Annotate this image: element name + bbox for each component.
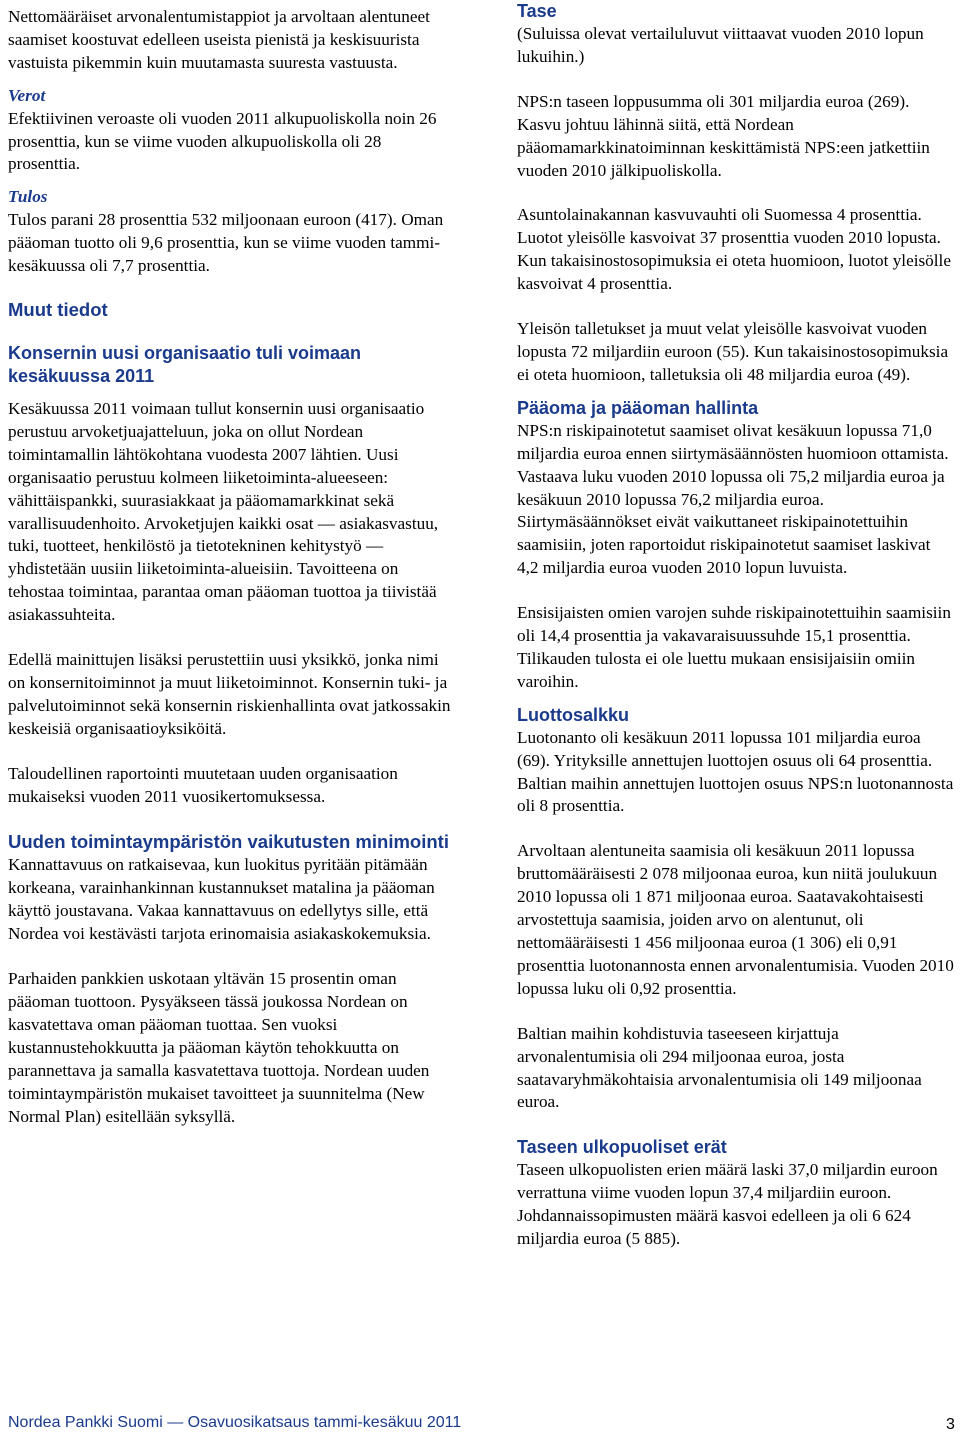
paragraph: Kannattavuus on ratkaisevaa, kun luokitus pyritään pitämään korkeana, varainhankinnan kustannukset matalina ja pääoman käyttö joustavana. Vakaa kannattavuus on edellytys sille, että Nordea voi kestävästi tarjota erinomaisia asiakaskokemuksia. <box>8 855 435 944</box>
tase-heading: Tase <box>517 1 557 21</box>
off-balance-heading: Taseen ulkopuoliset erät <box>517 1137 727 1158</box>
paragraph: Parhaiden pankkien uskotaan yltävän 15 prosentin oman pääoman tuottoon. Pysyäkseen tässä joukossa Nordean on kasvatettava oman pääoman tuottaa. Sen vuoksi kustannustehokkuutta ja pääoman käytön tehokkuutta on parannettava ja samalla kasvatettava tuottoja. Nordean uuden toimintaympäristön mukaiset tavoitteet ja suunnitelma (New Normal Plan) esitellään syksyllä. <box>8 969 430 1126</box>
organisation-heading: Konsernin uusi organisaatio tuli voimaan kesäkuussa 2011 <box>8 342 362 386</box>
verot-heading: Verot <box>8 85 46 105</box>
muut-tiedot-heading: Muut tiedot <box>8 298 108 320</box>
left-column <box>8 0 453 1128</box>
paragraph: Efektiivinen veroaste oli vuoden 2011 alkupuoliskolla noin 26 prosenttia, kun se viime vuoden alkupuoliskolla oli 28 prosenttia. <box>8 108 437 174</box>
paragraph: Taloudellinen raportointi muutetaan uuden organisaation mukaiseksi vuoden 2011 vuosikertomuksessa. <box>8 763 398 806</box>
paragraph: Edellä mainittujen lisäksi perustettiin uusi yksikkö, jonka nimi on konsernitoiminnot ja muut liiketoiminnot. Konsernin tuki- ja palvelutoiminnot sekä konsernin riskienhallinta ovat jatkossakin keskeisiä organisaatioyksiköitä. <box>8 650 451 738</box>
paragraph: Ensisijaisten omien varojen suhde riskipainotettuihin saamisiin oli 14,4 prosenttia ja vakavaraisuussuhde 15,1 prosenttia. Tilikauden tulosta ei ole luettu mukaan ensisijaisiin omiin varoihin. <box>517 603 951 691</box>
luottosalkku-heading: Luottosalkku <box>517 704 630 725</box>
paragraph: NPS:n riskipainotetut saamiset olivat kesäkuun lopussa 71,0 miljardia euroa ennen siirtymäsäännösten huomioon ottamista. Vastaava luku vuoden 2010 lopussa oli 75,2 miljardia euroa ja kesäkuun 2010 lopussa 76,2 miljardia euroa. Siirtymäsäännökset eivät vaikuttaneet riskipainotettuihin saamisiin, joten raportoidut riskipainotetut saamiset laskivat 4,2 miljardia euroa vuoden 2010 lopun luvuista. <box>517 420 949 578</box>
paragraph: (Suluissa olevat vertailuluvut viittaavat vuoden 2010 lopun lukuihin.) <box>517 24 924 66</box>
right-column <box>517 0 955 1251</box>
paragraph: Kesäkuussa 2011 voimaan tullut konsernin uusi organisaatio perustuu arvoketjuajatteluun, joka on ollut Nordean toimintamallin lähtökohtana vuodesta 2007 lähtien. Uusi organisaatio perustuu kolmeen liiketoiminta-alueeseen: vähittäispankki, suurasiakkaat ja pääomamarkkinat sekä varallisuudenhoito. Arvoketjujen kaikki osat — asiakasvastuu, tuki, tuotteet, henkilöstö ja tietotekninen kehitystyö — yhdistetään uusiin liiketoiminta-alueisiin. Tavoitteena on tehostaa toimintaa, parantaa oman pääoman tuottoa ja tiivistää asiakassuhteita. <box>8 398 439 625</box>
paragraph: Asuntolainakannan kasvuvauhti oli Suomessa 4 prosenttia. Luotot yleisölle kasvoivat 37 prosenttia vuoden 2010 lopusta. Kun takaisinostosopimuksia ei oteta huomioon, luotot yleisölle kasvoivat 4 prosenttia. <box>517 205 951 294</box>
paragraph: Nettomääräiset arvonalentumistappiot ja arvoltaan alentuneet saamiset koostuvat edelleen useista pienistä ja keskisuurista vastuista pikemmin kuin muutamasta suuresta vastuusta. <box>8 7 430 72</box>
paaoma-heading: Pääoma ja pääoman hallinta <box>517 397 759 418</box>
paragraph: Yleisön talletukset ja muut velat yleisölle kasvoivat vuoden lopusta 72 miljardiin euroon (55). Kun takaisinostosopimuksia ei oteta huomioon, talletuksia oli 48 miljardia euroa (49). <box>517 319 949 384</box>
paragraph: Luotonanto oli kesäkuun 2011 lopussa 101 miljardia euroa (69). Yrityksille annettujen luottojen osuus oli 64 prosenttia. Baltian maihin annettujen luottojen osuus NPS:n luotonannosta oli 8 prosenttia. <box>517 727 954 816</box>
paragraph: Tulos parani 28 prosenttia 532 miljoonaan euroon (417). Oman pääoman tuotto oli 9,6 prosenttia, kun se viime vuoden tammi-kesäkuussa oli 7,7 prosenttia. <box>8 210 444 276</box>
paragraph: NPS:n taseen loppusumma oli 301 miljardia euroa (269). Kasvu johtuu lähinnä siitä, että Nordean pääomamarkkinatoiminnan keskittämistä NPS:een jatkettiin vuoden 2010 jälkipuoliskolla. <box>517 91 930 180</box>
footer-title: Nordea Pankki Suomi — Osavuosikatsaus tammi-kesäkuu 2011 <box>8 1414 462 1431</box>
paragraph: Arvoltaan alentuneita saamisia oli kesäkuun 2011 lopussa bruttomääräisesti 2 078 miljoonaa euroa, kun niitä joulukuun 2010 lopussa oli 1 871 miljoonaa euroa. Saatavakohtaisesti arvostettuja saamisia, joiden arvo on alentunut, oli nettomääräisesti 1 456 miljoonaa euroa (1 306) eli 0,91 prosenttia luotonannosta ennen arvonalentumisia. Vuoden 2010 lopussa luku oli 0,92 prosenttia. <box>517 841 954 998</box>
paragraph: Baltian maihin kohdistuvia taseeseen kirjattuja arvonalentumisia oli 294 miljoonaa euroa, josta saatavaryhmäkohtaisia arvonalentumisia oli 149 miljoonaa euroa. <box>517 1023 922 1112</box>
paragraph: Taseen ulkopuolisten erien määrä laski 37,0 miljardin euroon verrattuna viime vuoden lopun 37,4 miljardiin euroon. Johdannaissopimusten määrä kasvoi edelleen ja oli 6 624 miljardia euroa (5 885). <box>517 1160 938 1249</box>
environment-heading: Uuden toimintaympäristön vaikutusten minimointi <box>8 831 449 853</box>
page-number: 3 <box>946 1416 955 1433</box>
tulos-heading: Tulos <box>8 187 48 207</box>
